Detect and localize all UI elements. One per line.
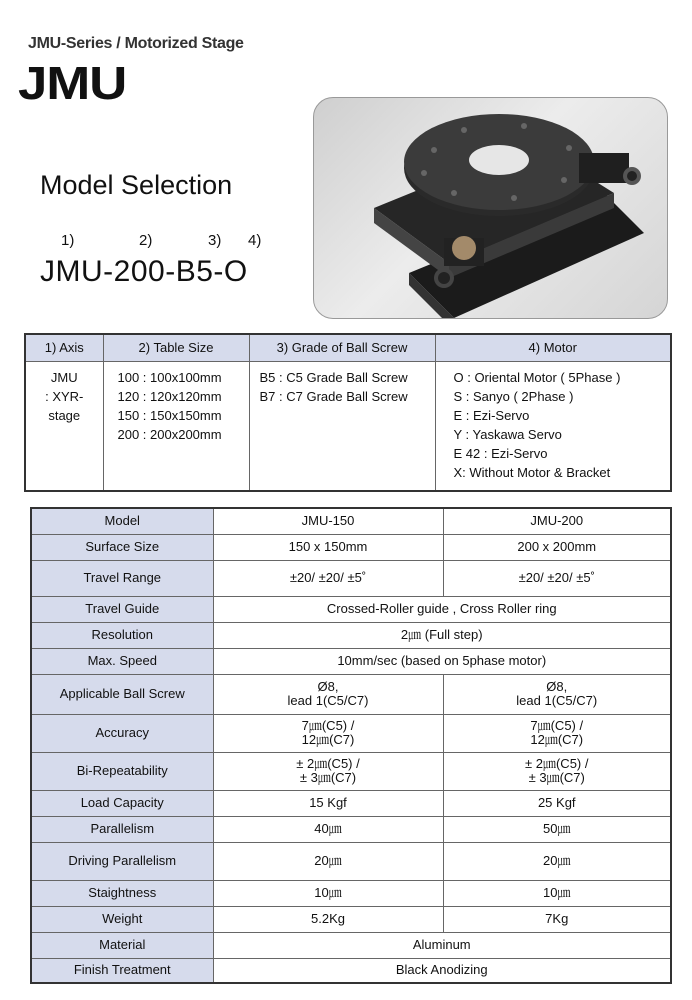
spec-value (443, 714, 671, 752)
axis-line: JMU (50, 369, 78, 385)
spec-value: Crossed-Roller guide , Cross Roller ring (213, 596, 671, 622)
axis-cell (25, 361, 103, 491)
spec-label: Applicable Ball Screw (31, 674, 213, 714)
spec-label: Surface Size (31, 534, 213, 560)
header-table-size: 2) Table Size (103, 334, 249, 361)
spec-line: ± 3㎛(C7) (299, 770, 357, 785)
spec-value: ±20/ ±20/ ±5˚ (443, 560, 671, 596)
axis-line: stage (48, 407, 81, 423)
spec-line: 7㎛(C5) / (301, 718, 355, 733)
header-ball-screw: 3) Grade of Ball Screw (249, 334, 435, 361)
spec-value: 10㎛ (443, 880, 671, 906)
spec-value (213, 714, 443, 752)
spec-label: Parallelism (31, 816, 213, 842)
spec-label: Material (31, 932, 213, 958)
code-index-4: 4) (248, 232, 262, 249)
stage-product-photo (313, 97, 668, 319)
spec-line: lead 1(C5/C7) (516, 693, 598, 708)
spec-value: 15 Kgf (213, 790, 443, 816)
spec-value (213, 752, 443, 790)
brand-logo: JMU (18, 57, 127, 109)
spec-value: 20㎛ (443, 842, 671, 880)
spec-label: Weight (31, 906, 213, 932)
header-motor: 4) Motor (435, 334, 671, 361)
table-size-cell (103, 361, 249, 491)
spec-value (443, 752, 671, 790)
spec-label: Finish Treatment (31, 958, 213, 983)
code-index-1: 1) (61, 232, 75, 249)
code-index-3: 3) (208, 232, 222, 249)
spec-line: ± 3㎛(C7) (528, 770, 585, 785)
header-axis: 1) Axis (25, 334, 103, 361)
spec-value: 25 Kgf (443, 790, 671, 816)
spec-label: Staightness (31, 880, 213, 906)
spec-value: ±20/ ±20/ ±5˚ (213, 560, 443, 596)
motor-option: Y : Yaskawa Servo (453, 426, 562, 442)
spec-label: Accuracy (31, 714, 213, 752)
spec-value (213, 674, 443, 714)
model-selection-title: Model Selection (40, 170, 233, 200)
size-option: 150 : 150x150mm (117, 407, 222, 423)
spec-line: ± 2㎛(C5) / (296, 756, 360, 771)
size-option: 100 : 100x100mm (117, 369, 222, 385)
spec-value: 40㎛ (213, 816, 443, 842)
spec-value: 20㎛ (213, 842, 443, 880)
spec-label: Bi-Repeatability (31, 752, 213, 790)
motor-option: X: Without Motor & Bracket (453, 464, 611, 480)
spec-label: Resolution (31, 622, 213, 648)
series-title: JMU-Series / Motorized Stage (28, 35, 244, 52)
spec-value: 200 x 200mm (443, 534, 671, 560)
spec-value: 10mm/sec (based on 5phase motor) (213, 648, 671, 674)
spec-label: Load Capacity (31, 790, 213, 816)
ball-screw-cell (249, 361, 435, 491)
model-name: JMU-200 (443, 508, 671, 534)
axis-line: : XYR- (45, 388, 84, 404)
spec-label: Travel Guide (31, 596, 213, 622)
spec-value: 7Kg (443, 906, 671, 932)
spec-line: lead 1(C5/C7) (287, 693, 369, 708)
motor-option: S : Sanyo ( 2Phase ) (453, 388, 574, 404)
spec-value: 2㎛ (Full step) (213, 622, 671, 648)
spec-value: 5.2Kg (213, 906, 443, 932)
screw-option: B7 : C7 Grade Ball Screw (259, 388, 408, 404)
spec-line: Ø8, (546, 679, 568, 694)
motor-cell (435, 361, 671, 491)
spec-line: 12㎛(C7) (301, 732, 355, 747)
model-name: JMU-150 (213, 508, 443, 534)
spec-line: ± 2㎛(C5) / (525, 756, 589, 771)
spec-value: Aluminum (213, 932, 671, 958)
spec-value: 50㎛ (443, 816, 671, 842)
spec-label: Driving Parallelism (31, 842, 213, 880)
spec-line: 12㎛(C7) (530, 732, 584, 747)
specification-table (30, 507, 672, 984)
spec-value: 10㎛ (213, 880, 443, 906)
spec-label: Max. Speed (31, 648, 213, 674)
size-option: 120 : 120x120mm (117, 388, 222, 404)
motor-option: E : Ezi-Servo (453, 407, 530, 423)
spec-value (443, 674, 671, 714)
motor-option: O : Oriental Motor ( 5Phase ) (453, 369, 621, 385)
spec-value: 150 x 150mm (213, 534, 443, 560)
spec-line: 7㎛(C5) / (530, 718, 584, 733)
screw-option: B5 : C5 Grade Ball Screw (259, 369, 408, 385)
model-label: Model (31, 508, 213, 534)
spec-label: Travel Range (31, 560, 213, 596)
motor-option: E 42 : Ezi-Servo (453, 445, 548, 461)
code-index-2: 2) (139, 232, 153, 249)
xyr-stage-icon (314, 98, 668, 319)
model-code-example: JMU-200-B5-O (40, 255, 248, 288)
model-selection-table (24, 333, 672, 492)
size-option: 200 : 200x200mm (117, 426, 222, 442)
spec-value: Black Anodizing (213, 958, 671, 983)
spec-line: Ø8, (317, 679, 339, 694)
